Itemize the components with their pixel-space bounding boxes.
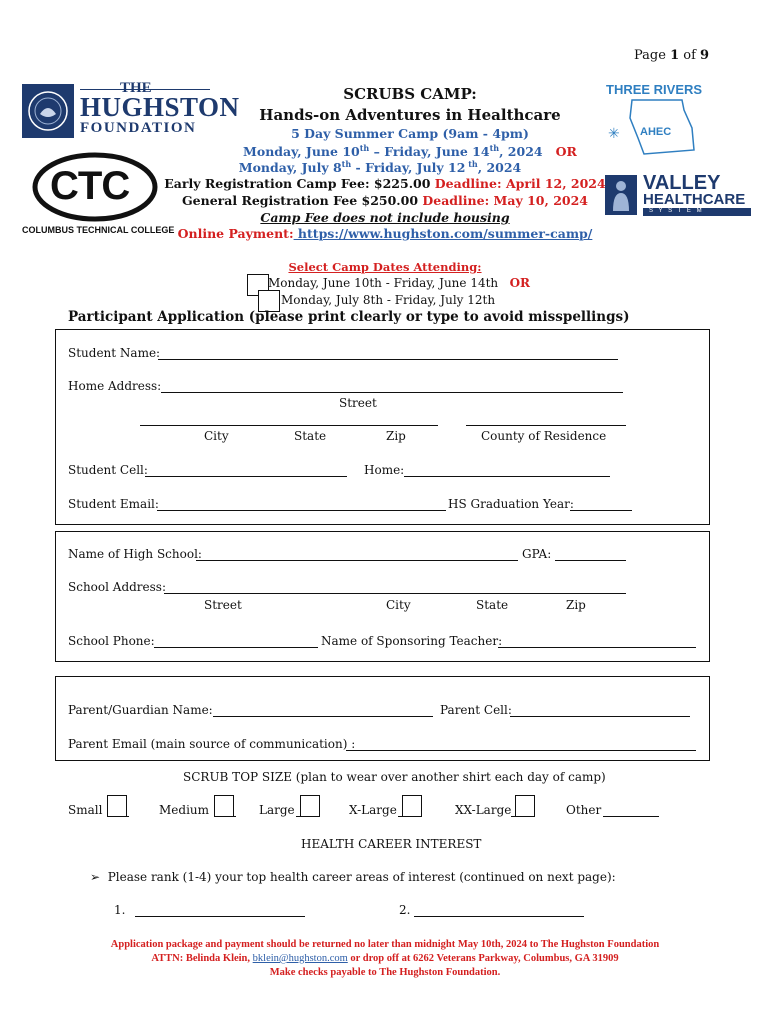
school-address-field[interactable] (164, 593, 626, 594)
scrub-size-title: SCRUB TOP SIZE (plan to wear over another shirt each day of camp) (183, 770, 606, 784)
valley-line3: S Y S T E M (649, 208, 704, 214)
svg-text:✳: ✳ (608, 126, 620, 142)
size-medium-checkbox[interactable] (214, 795, 234, 817)
student-home-field[interactable] (404, 476, 610, 477)
student-home-label: Home: (364, 463, 405, 477)
student-cell-field[interactable] (145, 476, 347, 477)
student-email-field[interactable] (157, 510, 446, 511)
ahec-text: AHEC (640, 126, 672, 138)
city-caption: City (204, 429, 229, 443)
arrow-bullet-icon: ➢ (90, 870, 101, 884)
size-xxlarge-checkbox[interactable] (515, 795, 535, 817)
participant-heading: Participant Application (please print clearly or type to avoid misspellings) (68, 309, 630, 325)
size-large-checkbox[interactable] (300, 795, 320, 817)
general-fee-line (160, 193, 610, 208)
title-line1: SCRUBS CAMP: (343, 85, 477, 103)
dates2-a: Monday, July 8 (238, 160, 342, 176)
school-city-caption: City (386, 598, 411, 612)
page-of: of (679, 48, 701, 63)
date-option2-label: Monday, July 8th - Friday, July 12th (281, 293, 496, 307)
page-total: 9 (700, 48, 710, 63)
select-dates-title: Select Camp Dates Attending: (288, 260, 482, 274)
career-bullet-row (90, 870, 616, 884)
size-xxlarge-label: XX-Large (455, 803, 512, 817)
size-small-label: Small (68, 803, 103, 817)
school-address-label: School Address: (68, 580, 166, 594)
size-large-line (296, 816, 320, 817)
page-label: Page (634, 48, 671, 63)
city-state-zip-field[interactable] (140, 425, 438, 426)
career-interest-title: HEALTH CAREER INTEREST (301, 837, 482, 851)
dates-line2 (150, 159, 610, 175)
size-medium-label: Medium (159, 803, 210, 817)
early-fee-line (160, 176, 610, 191)
parent-cell-field[interactable] (510, 716, 690, 717)
size-medium-line (214, 816, 236, 817)
size-small-checkbox[interactable] (107, 795, 127, 817)
county-field[interactable] (466, 425, 626, 426)
size-other-label: Other (566, 803, 602, 817)
ctc-subtitle: COLUMBUS TECHNICAL COLLEGE (22, 225, 175, 235)
title-line2: Hands-on Adventures in Healthcare (259, 106, 561, 124)
three-rivers-name: THREE RIVERS (606, 82, 703, 97)
online-label: Online Payment: (177, 226, 294, 241)
dates-or: OR (555, 144, 577, 160)
header-block (180, 84, 640, 126)
page-current: 1 (670, 48, 680, 63)
size-large-label: Large (259, 803, 295, 817)
high-school-field[interactable] (196, 560, 518, 561)
date-option-or: OR (509, 276, 531, 290)
footer-attn: ATTN: Belinda Klein, (151, 953, 253, 964)
home-address-label: Home Address: (68, 379, 162, 393)
dates1-c: , 2024 (499, 144, 543, 160)
state-caption: State (294, 429, 327, 443)
general-deadline: Deadline: May 10, 2024 (418, 193, 588, 208)
housing-note: Camp Fee does not include housing (260, 210, 510, 225)
early-deadline: Deadline: April 12, 2024 (430, 176, 606, 191)
valley-logo (605, 172, 755, 217)
high-school-label: Name of High School: (68, 547, 202, 561)
grad-year-label: HS Graduation Year: (448, 497, 574, 511)
size-small-line (107, 816, 129, 817)
hughston-the: THE (120, 80, 152, 96)
school-phone-label: School Phone: (68, 634, 155, 648)
online-payment-link[interactable]: https://www.hughston.com/summer-camp/ (293, 226, 593, 241)
dates-line1 (180, 143, 640, 159)
hughston-foundation: FOUNDATION (80, 120, 197, 136)
footer-line1: Application package and payment should be returned no later than midnight May 10th, 2024 to The Hughston Foundation (110, 939, 660, 950)
footer-line2 (30, 952, 740, 966)
student-cell-label: Student Cell: (68, 463, 148, 477)
dates1-sup-a: th (359, 143, 370, 153)
size-xxlarge-line (511, 816, 535, 817)
footer-address: or drop off at 6262 Veterans Parkway, Columbus, GA 31909 (347, 953, 619, 964)
footer (30, 938, 740, 980)
size-other-field[interactable] (603, 816, 659, 817)
ctc-letters: CTC (50, 164, 130, 208)
early-fee: Early Registration Camp Fee: $225.00 (164, 176, 431, 191)
online-payment-line (140, 226, 630, 241)
footer-line3: Make checks payable to The Hughston Foundation. (269, 967, 501, 978)
parent-name-label: Parent/Guardian Name: (68, 703, 213, 717)
size-xlarge-line (398, 816, 422, 817)
school-street-caption: Street (204, 598, 242, 612)
teacher-field[interactable] (498, 647, 696, 648)
dates2-c: , 2024 (477, 160, 522, 176)
date-option1-row (268, 276, 530, 290)
school-phone-field[interactable] (154, 647, 318, 648)
zip-caption: Zip (386, 429, 406, 443)
rank2-label: 2. (399, 903, 411, 917)
rank1-field[interactable] (135, 916, 305, 917)
student-name-label: Student Name: (68, 346, 161, 360)
student-name-field[interactable] (158, 359, 618, 360)
dates1-b: – Friday, June 14 (369, 144, 490, 160)
camp-length: 5 Day Summer Camp (9am - 4pm) (291, 126, 529, 141)
home-address-field[interactable] (161, 392, 623, 393)
hughston-seal-icon (22, 84, 74, 138)
dates2-b: - Friday, July 12 (351, 160, 466, 176)
rank2-field[interactable] (414, 916, 584, 917)
gpa-field[interactable] (555, 560, 626, 561)
date-option1-label: Monday, June 10th - Friday, June 14th (268, 276, 499, 290)
dates2-sup-a: th (341, 159, 352, 169)
parent-email-field[interactable] (346, 750, 696, 751)
home-street-caption: Street (339, 396, 377, 410)
parent-cell-label: Parent Cell: (440, 703, 512, 717)
page-number (634, 48, 709, 63)
footer-email-link[interactable]: bklein@hughston.com (252, 953, 348, 964)
grad-year-field[interactable] (570, 510, 632, 511)
size-xlarge-checkbox[interactable] (402, 795, 422, 817)
valley-line1: VALLEY (643, 172, 721, 194)
career-instruction: Please rank (1-4) your top health career areas of interest (continued on next page): (107, 870, 616, 884)
gpa-label: GPA: (522, 547, 552, 561)
student-email-label: Student Email: (68, 497, 159, 511)
dates2-sup-b: th (465, 159, 478, 169)
teacher-label: Name of Sponsoring Teacher: (321, 634, 503, 648)
county-caption: County of Residence (481, 429, 607, 443)
size-xlarge-label: X-Large (349, 803, 397, 817)
parent-name-field[interactable] (213, 716, 433, 717)
dates1-a: Monday, June 10 (243, 144, 360, 160)
general-fee: General Registration Fee $250.00 (181, 193, 419, 208)
rank1-label: 1. (114, 903, 126, 917)
parent-email-label: Parent Email (main source of communication) : (68, 737, 356, 751)
hughston-name: HUGHSTON (80, 92, 240, 122)
school-zip-caption: Zip (566, 598, 586, 612)
school-state-caption: State (476, 598, 509, 612)
dates1-sup-b: th (489, 143, 500, 153)
valley-line2: HEALTHCARE (643, 191, 746, 208)
